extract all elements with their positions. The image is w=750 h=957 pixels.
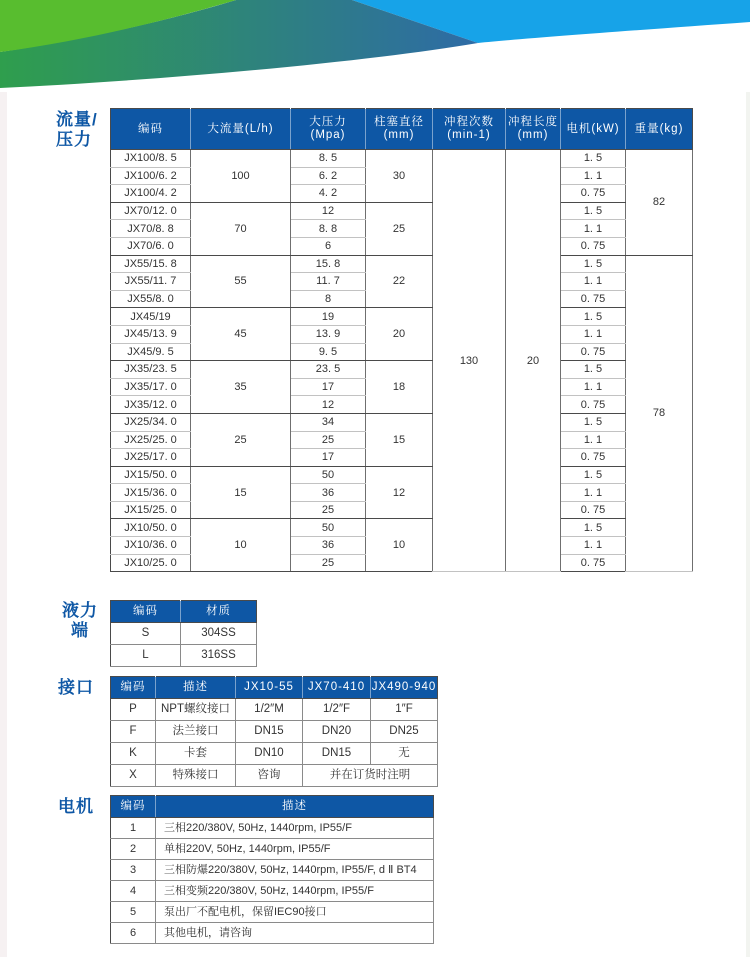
- cell: 三相变频220/380V, 50Hz, 1440rpm, IP55/F: [156, 881, 434, 902]
- plunger-diameter-cell: 25: [366, 202, 433, 255]
- flow-table-row: [111, 150, 693, 168]
- motor-power-cell: 1. 1: [561, 537, 626, 555]
- table-row: [111, 743, 438, 765]
- flow-table-row: [111, 255, 693, 273]
- code-cell: JX45/13. 9: [111, 325, 191, 343]
- table-row: [111, 923, 434, 944]
- code-cell: JX100/4. 2: [111, 185, 191, 203]
- motor-power-cell: 1. 5: [561, 361, 626, 379]
- cell: 其他电机，请咨询: [156, 923, 434, 944]
- cell: X: [111, 765, 156, 787]
- table-row: [111, 881, 434, 902]
- pressure-cell: 19: [291, 308, 366, 326]
- pressure-cell: 15. 8: [291, 255, 366, 273]
- section-label-flow-pressure: [56, 110, 98, 150]
- cell: L: [111, 645, 181, 667]
- motor-table: [110, 795, 434, 944]
- cell: 6: [111, 923, 156, 944]
- cell: DN15: [303, 743, 371, 765]
- table-row: [111, 902, 434, 923]
- page-left-edge: [0, 92, 7, 957]
- pressure-cell: 6. 2: [291, 167, 366, 185]
- column-header: 冲程长度 (mm): [506, 109, 561, 150]
- header-row: [111, 601, 257, 623]
- column-header: JX490-940: [371, 677, 438, 699]
- motor-power-cell: 0. 75: [561, 343, 626, 361]
- cell: 单相220V, 50Hz, 1440rpm, IP55/F: [156, 839, 434, 860]
- pressure-cell: 34: [291, 413, 366, 431]
- code-cell: JX35/23. 5: [111, 361, 191, 379]
- motor-power-cell: 1. 5: [561, 466, 626, 484]
- cell: 三相220/380V, 50Hz, 1440rpm, IP55/F: [156, 818, 434, 839]
- pressure-cell: 9. 5: [291, 343, 366, 361]
- flow-cell: 55: [191, 255, 291, 308]
- table-row: [111, 721, 438, 743]
- cell: K: [111, 743, 156, 765]
- plunger-diameter-cell: 10: [366, 519, 433, 572]
- hydraulic-table-body: [111, 623, 257, 667]
- page-right-edge: [746, 92, 750, 957]
- motor-power-cell: 1. 1: [561, 167, 626, 185]
- plunger-diameter-cell: 22: [366, 255, 433, 308]
- motor-table-body: [111, 818, 434, 944]
- column-header: 大压力 (Mpa): [291, 109, 366, 150]
- flow-table-row: [111, 308, 693, 326]
- code-cell: JX25/17. 0: [111, 449, 191, 467]
- cell: 特殊接口: [156, 765, 236, 787]
- stroke-count-cell: 130: [433, 150, 506, 572]
- column-header: 重量(kg): [626, 109, 693, 150]
- cell: DN25: [371, 721, 438, 743]
- plunger-diameter-cell: 15: [366, 413, 433, 466]
- flow-cell: 25: [191, 413, 291, 466]
- motor-power-cell: 1. 5: [561, 519, 626, 537]
- column-header: JX10-55: [236, 677, 303, 699]
- motor-power-cell: 0. 75: [561, 237, 626, 255]
- code-cell: JX15/50. 0: [111, 466, 191, 484]
- motor-power-cell: 1. 1: [561, 484, 626, 502]
- code-cell: JX25/34. 0: [111, 413, 191, 431]
- code-cell: JX45/9. 5: [111, 343, 191, 361]
- interface-table-body: [111, 699, 438, 787]
- pressure-cell: 12: [291, 202, 366, 220]
- pressure-cell: 11. 7: [291, 273, 366, 291]
- motor-power-cell: 0. 75: [561, 449, 626, 467]
- table-row: [111, 839, 434, 860]
- hydraulic-table-head: [111, 601, 257, 623]
- hydraulic-label-line1: 液力: [62, 601, 98, 620]
- flow-cell: 35: [191, 361, 291, 414]
- cell: S: [111, 623, 181, 645]
- pressure-cell: 50: [291, 466, 366, 484]
- plunger-diameter-cell: 18: [366, 361, 433, 414]
- pressure-cell: 6: [291, 237, 366, 255]
- cell: 2: [111, 839, 156, 860]
- code-cell: JX35/17. 0: [111, 378, 191, 396]
- flow-cell: 15: [191, 466, 291, 519]
- motor-power-cell: 1. 1: [561, 378, 626, 396]
- flow-pressure-table: [110, 108, 693, 572]
- flow-label-line1: 流量/: [56, 110, 98, 129]
- motor-power-cell: 1. 5: [561, 150, 626, 168]
- pressure-cell: 12: [291, 396, 366, 414]
- table-row: [111, 623, 257, 645]
- pressure-cell: 36: [291, 484, 366, 502]
- motor-power-cell: 0. 75: [561, 396, 626, 414]
- column-header: 编码: [111, 677, 156, 699]
- pressure-cell: 25: [291, 554, 366, 572]
- code-cell: JX10/25. 0: [111, 554, 191, 572]
- cell: NPT螺纹接口: [156, 699, 236, 721]
- motor-power-cell: 1. 1: [561, 325, 626, 343]
- plunger-diameter-cell: 30: [366, 150, 433, 203]
- motor-power-cell: 1. 5: [561, 413, 626, 431]
- banner-graphic: [0, 0, 750, 95]
- cell: 5: [111, 902, 156, 923]
- cell: 1: [111, 818, 156, 839]
- pressure-cell: 8. 8: [291, 220, 366, 238]
- pressure-cell: 25: [291, 431, 366, 449]
- flow-table-row: [111, 202, 693, 220]
- column-header: 冲程次数 (min-1): [433, 109, 506, 150]
- header-row: [111, 796, 434, 818]
- cell: DN20: [303, 721, 371, 743]
- cell: 卡套: [156, 743, 236, 765]
- flow-table-row: [111, 361, 693, 379]
- motor-table-head: [111, 796, 434, 818]
- cell: 316SS: [181, 645, 257, 667]
- motor-power-cell: 1. 1: [561, 220, 626, 238]
- pressure-cell: 36: [291, 537, 366, 555]
- cell: DN10: [236, 743, 303, 765]
- flow-cell: 10: [191, 519, 291, 572]
- section-label-interface: 接口: [58, 678, 94, 697]
- cell: 咨询: [236, 765, 303, 787]
- flow-table-body: [111, 150, 693, 572]
- code-cell: JX100/8. 5: [111, 150, 191, 168]
- table-row: [111, 765, 438, 787]
- flow-cell: 45: [191, 308, 291, 361]
- interface-table: [110, 676, 438, 787]
- pressure-cell: 8. 5: [291, 150, 366, 168]
- motor-power-cell: 1. 1: [561, 273, 626, 291]
- code-cell: JX35/12. 0: [111, 396, 191, 414]
- hydraulic-end-table: [110, 600, 257, 667]
- column-header: 电机(kW): [561, 109, 626, 150]
- cell: 1/2″M: [236, 699, 303, 721]
- cell: 泵出厂不配电机，保留IEC90接口: [156, 902, 434, 923]
- motor-power-cell: 0. 75: [561, 554, 626, 572]
- column-header: 编码: [111, 601, 181, 623]
- flow-table-row: [111, 466, 693, 484]
- cell: 无: [371, 743, 438, 765]
- motor-power-cell: 1. 5: [561, 255, 626, 273]
- column-header: 描述: [156, 796, 434, 818]
- table-row: [111, 818, 434, 839]
- column-header: 描述: [156, 677, 236, 699]
- motor-power-cell: 0. 75: [561, 290, 626, 308]
- column-header: 编码: [111, 796, 156, 818]
- cell: 4: [111, 881, 156, 902]
- code-cell: JX70/12. 0: [111, 202, 191, 220]
- motor-power-cell: 0. 75: [561, 185, 626, 203]
- code-cell: JX55/15. 8: [111, 255, 191, 273]
- header-row: [111, 109, 693, 150]
- flow-table-row: [111, 519, 693, 537]
- cell: 1″F: [371, 699, 438, 721]
- column-header: 柱塞直径 (mm): [366, 109, 433, 150]
- code-cell: JX45/19: [111, 308, 191, 326]
- pressure-cell: 8: [291, 290, 366, 308]
- pressure-cell: 17: [291, 449, 366, 467]
- code-cell: JX70/6. 0: [111, 237, 191, 255]
- flow-label-line2: 压力: [56, 130, 92, 149]
- code-cell: JX100/6. 2: [111, 167, 191, 185]
- cell: 304SS: [181, 623, 257, 645]
- interface-table-head: [111, 677, 438, 699]
- table-row: [111, 860, 434, 881]
- cell: 并在订货时注明: [303, 765, 438, 787]
- pressure-cell: 23. 5: [291, 361, 366, 379]
- section-label-hydraulic-end: [58, 601, 102, 641]
- column-header: 材质: [181, 601, 257, 623]
- flow-table-head: [111, 109, 693, 150]
- column-header: 大流量(L/h): [191, 109, 291, 150]
- motor-power-cell: 1. 1: [561, 431, 626, 449]
- cell: 1/2″F: [303, 699, 371, 721]
- table-row: [111, 699, 438, 721]
- weight-cell: 82: [626, 150, 693, 256]
- code-cell: JX15/36. 0: [111, 484, 191, 502]
- pressure-cell: 50: [291, 519, 366, 537]
- table-row: [111, 645, 257, 667]
- flow-table-row: [111, 413, 693, 431]
- weight-cell: 78: [626, 255, 693, 572]
- cell: 3: [111, 860, 156, 881]
- flow-cell: 70: [191, 202, 291, 255]
- cell: P: [111, 699, 156, 721]
- pressure-cell: 4. 2: [291, 185, 366, 203]
- motor-power-cell: 1. 5: [561, 202, 626, 220]
- cell: 三相防爆220/380V, 50Hz, 1440rpm, IP55/F, d Ⅱ BT4: [156, 860, 434, 881]
- hydraulic-label-line2: 端: [71, 621, 89, 640]
- pressure-cell: 25: [291, 501, 366, 519]
- plunger-diameter-cell: 20: [366, 308, 433, 361]
- section-label-motor: 电机: [58, 797, 94, 816]
- cell: DN15: [236, 721, 303, 743]
- column-header: 编码: [111, 109, 191, 150]
- motor-power-cell: 1. 5: [561, 308, 626, 326]
- code-cell: JX25/25. 0: [111, 431, 191, 449]
- code-cell: JX10/50. 0: [111, 519, 191, 537]
- pressure-cell: 17: [291, 378, 366, 396]
- code-cell: JX55/11. 7: [111, 273, 191, 291]
- pressure-cell: 13. 9: [291, 325, 366, 343]
- header-row: [111, 677, 438, 699]
- cell: 法兰接口: [156, 721, 236, 743]
- code-cell: JX15/25. 0: [111, 501, 191, 519]
- column-header: JX70-410: [303, 677, 371, 699]
- stroke-length-cell: 20: [506, 150, 561, 572]
- cell: F: [111, 721, 156, 743]
- flow-cell: 100: [191, 150, 291, 203]
- code-cell: JX55/8. 0: [111, 290, 191, 308]
- plunger-diameter-cell: 12: [366, 466, 433, 519]
- motor-power-cell: 0. 75: [561, 501, 626, 519]
- code-cell: JX10/36. 0: [111, 537, 191, 555]
- code-cell: JX70/8. 8: [111, 220, 191, 238]
